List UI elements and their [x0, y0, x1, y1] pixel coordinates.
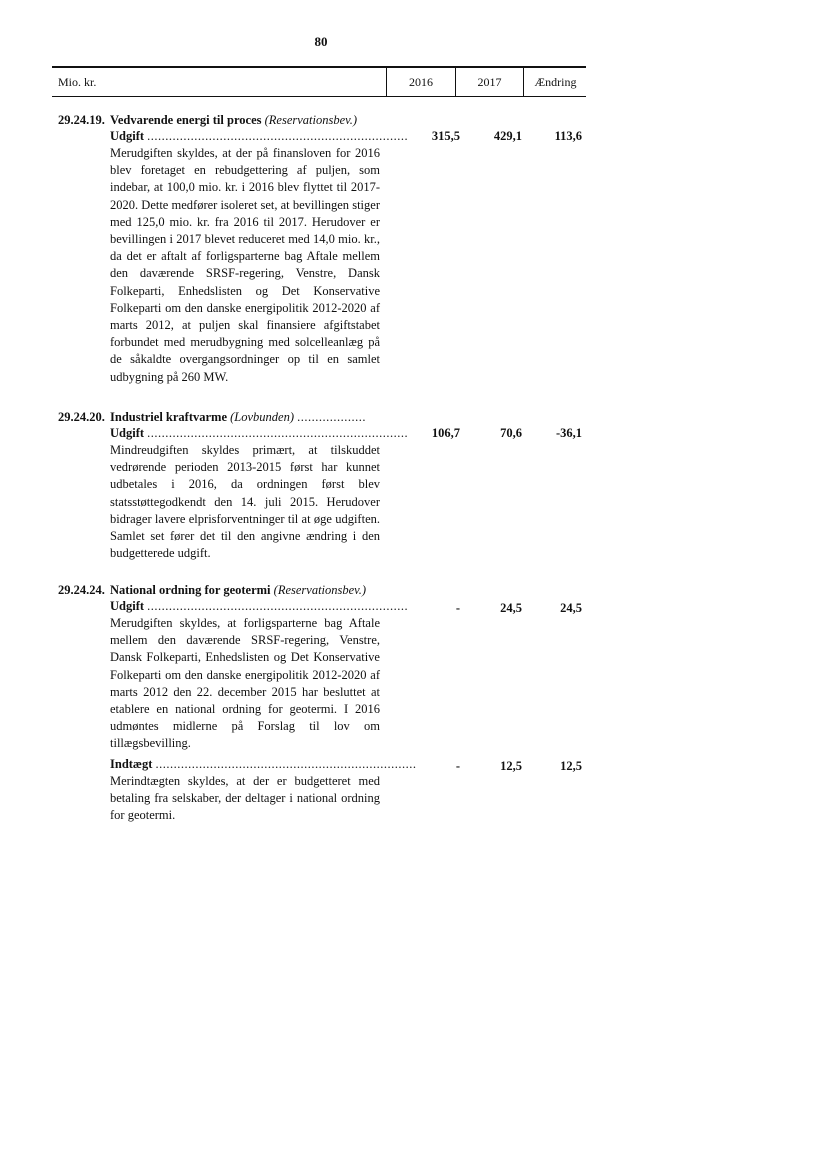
value-change: 113,6: [554, 129, 582, 143]
table-header: [52, 66, 586, 97]
item-explanation: Merudgiften skyldes, at der på finansloven for 2016 blev foretaget en rebudgettering af puljen, som indebar, at 100,0 mio. kr. i 2016 blev flyttet til 2017-2020. Dette medfører isoleret set, at bevillingen stiger med 125,0 mio. kr. fra 2016 til 2017. Herudover er bevillingen i 2017 blevet reduceret med 14,0 mio. kr., da det er aftalt af forligsparterne bag Aftale mellem den daværende SRSF-regering, Venstre, Dansk Folkeparti, Enhedslisten og Det Konservative Folkeparti om den danske energipolitik 2012-2020 af marts 2012, at puljen skal finansiere afgiftstabet forbundet med merudbygning med solcelleanlæg på de såkaldte overgangsordninger op til en samlet udbygning på 260 MW.: [110, 146, 380, 384]
item-explanation: Mindreudgiften skyldes primært, at tilskuddet vedrørende perioden 2013-2015 først har kunnet udbetales i 2016, da ordningen først blev statsstøttegodkendt den 14. juli 2015. Herudover bidrager lavere elprisforventninger til at øge udgiften. Samlet set fører det til den angivne ændring i den budgetterede udgift.: [110, 443, 380, 561]
section-title: [110, 112, 440, 129]
title-italic: (Lovbunden): [230, 410, 294, 424]
title-leader-dots: ...................: [297, 410, 366, 424]
title-bold: Industriel kraftvarme: [110, 410, 227, 424]
value-change: -36,1: [555, 426, 582, 440]
section-code: 29.24.20.: [58, 410, 105, 424]
item-label: [110, 598, 409, 615]
item-label-text: Udgift: [110, 426, 145, 440]
title-italic: (Reservationsbev.): [273, 583, 367, 597]
value-2017: 24,5: [500, 601, 522, 615]
title-bold: National ordning for geotermi: [110, 583, 271, 597]
value-2016: 315,5: [431, 129, 460, 143]
section-title: [110, 582, 440, 599]
section-code: 29.24.19.: [58, 113, 105, 127]
header-col-2017: 2017: [455, 68, 523, 96]
value-2017: 12,5: [500, 759, 522, 773]
leader-dots: ........................................................................: [147, 599, 409, 613]
value-2016: 106,7: [431, 426, 460, 440]
header-col-change: Ændring: [523, 68, 587, 96]
value-2017: 429,1: [493, 129, 522, 143]
leader-dots: ........................................................................: [147, 129, 409, 143]
title-bold: Vedvarende energi til proces: [110, 113, 262, 127]
page-number: 80: [314, 34, 328, 49]
header-unit-label: Mio. kr.: [58, 75, 97, 89]
leader-dots: ........................................................................: [147, 426, 409, 440]
item-label: [110, 128, 409, 145]
item-label-text: Udgift: [110, 599, 145, 613]
value-2017: 70,6: [500, 426, 522, 440]
item-explanation: Merudgiften skyldes, at forligsparterne bag Aftale mellem den daværende SRSF-regering, Venstre, Dansk Folkeparti, Enhedslisten og Det Konservative Folkeparti om den danske energipolitik 2012-2020 af marts 2012 den 22. december 2015 har besluttet at etablere en national ordning for geotermi. I 2016 udmøntes midlerne på Forslag til lov om tillægsbevilling.: [110, 616, 380, 751]
item-explanation: Merindtægten skyldes, at der er budgetteret med betaling fra selskaber, der deltager i national ordning for geotermi.: [110, 774, 380, 823]
leader-dots: ........................................................................: [155, 757, 417, 771]
value-2016: -: [455, 601, 460, 615]
section-title: [110, 409, 440, 426]
title-italic: (Reservationsbev.): [264, 113, 358, 127]
value-change: 12,5: [560, 759, 582, 773]
value-change: 24,5: [560, 601, 582, 615]
item-label: [110, 425, 409, 442]
item-label: [110, 756, 417, 773]
value-2016: -: [455, 759, 460, 773]
section-code: 29.24.24.: [58, 583, 105, 597]
header-col-2016: 2016: [386, 68, 455, 96]
item-label-text: Indtægt: [110, 757, 153, 771]
item-label-text: Udgift: [110, 129, 145, 143]
